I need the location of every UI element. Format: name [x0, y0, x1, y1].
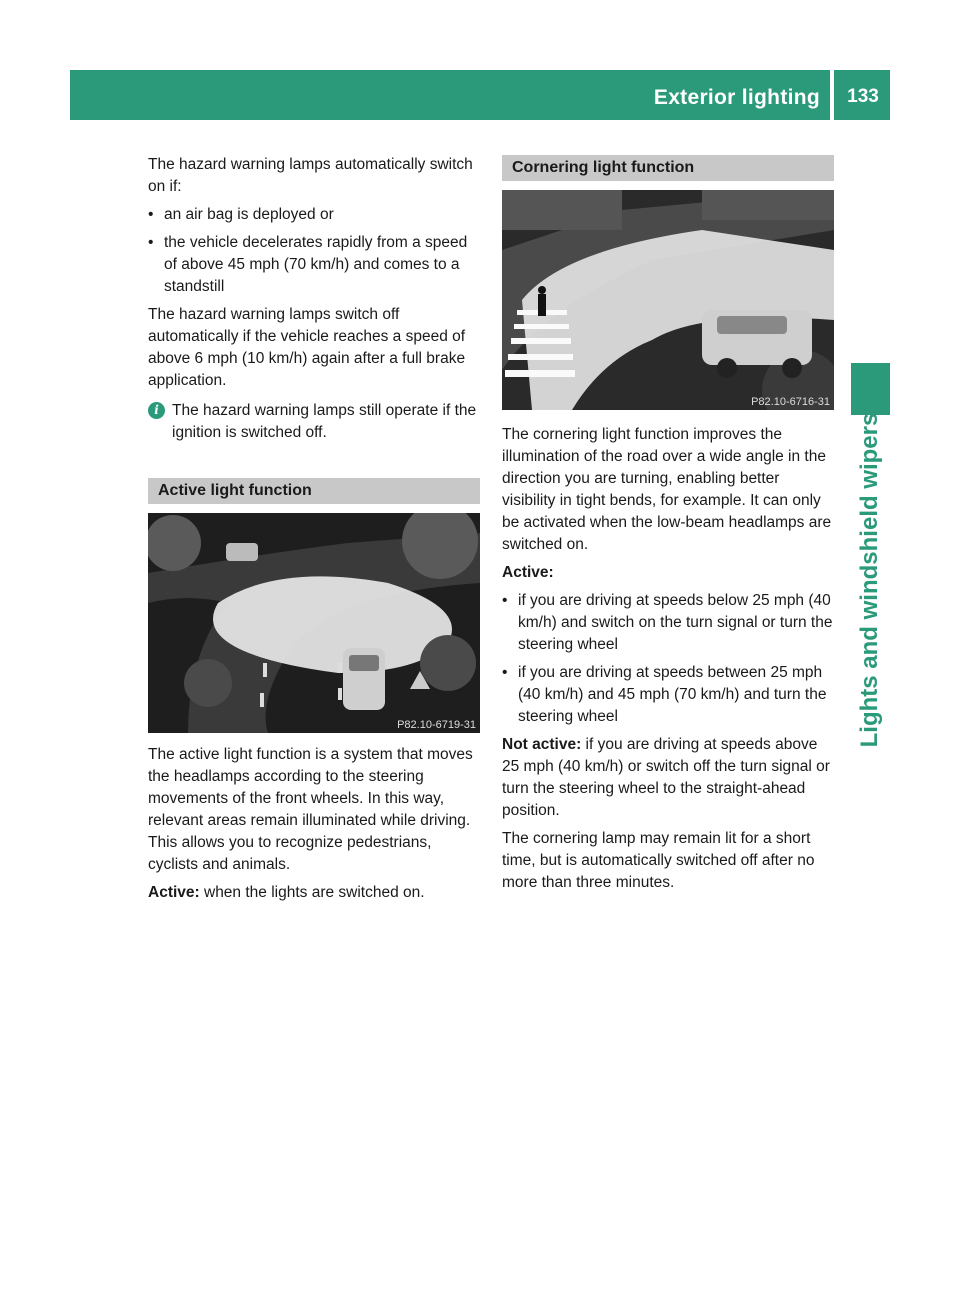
cornering-not-active [502, 734, 834, 822]
active-light-illustration [148, 513, 480, 733]
header-divider [830, 70, 834, 120]
active-text: when the lights are switched on. [199, 884, 425, 901]
bullet-icon: • [502, 664, 508, 681]
hazard-section [148, 154, 480, 444]
list-item [148, 204, 480, 226]
side-tab-label: Lights and windshield wipers [856, 412, 883, 748]
list-item [502, 590, 834, 656]
active-light-text [148, 744, 480, 910]
figure-code: P82.10-6719-31 [397, 719, 476, 731]
list-item-text: an air bag is deployed or [164, 206, 334, 223]
cornering-active-label [502, 562, 834, 584]
bullet-icon: • [148, 234, 154, 251]
active-label: Active: [502, 564, 554, 581]
list-item [502, 662, 834, 728]
section-heading-cornering-light: Cornering light function [502, 155, 834, 181]
side-tab-marker [851, 363, 890, 415]
not-active-text: if you are driving at speeds above 25 mph (40 km/h) or switch off the turn signal or turn the steering wheel to the straight-ahead position. [502, 736, 830, 819]
cornering-closing: The cornering lamp may remain lit for a short time, but is automatically switched off after no more than three minutes. [502, 830, 815, 891]
list-item-text: if you are driving at speeds below 25 mph (40 km/h) and switch on the turn signal or turn the steering wheel [518, 592, 833, 653]
cornering-light-illustration [502, 190, 834, 410]
active-label: Active: [148, 884, 200, 901]
section-heading-active-light: Active light function [148, 478, 480, 504]
active-light-description: The active light function is a system that moves the headlamps according to the steering movements of the front wheels. In this way, relevant areas remain illuminated while driving. This allows you to recognize pedestrians, cyclists and animals. [148, 746, 473, 873]
page-title: Exterior lighting [653, 86, 820, 109]
hazard-off-text: The hazard warning lamps switch off automatically if the vehicle reaches a speed of above 6 mph (10 km/h) again after a full brake application. [148, 306, 466, 389]
active-light-active [148, 882, 480, 904]
cornering-light-text [502, 424, 834, 900]
info-icon: i [148, 402, 165, 419]
figure-code: P82.10-6716-31 [751, 396, 830, 408]
cornering-description: The cornering light function improves the illumination of the road over a wide angle in the direction you are turning, enabling better visibility in tight bends, for example. It can only be activated when the low-beam headlamps are switched on. [502, 426, 832, 553]
bullet-icon: • [148, 206, 154, 223]
info-note-text: The hazard warning lamps still operate if the ignition is switched off. [172, 402, 477, 441]
page-number: 133 [847, 86, 879, 107]
hazard-intro: The hazard warning lamps automatically switch on if: [148, 156, 473, 195]
list-item [148, 232, 480, 298]
list-item-text: the vehicle decelerates rapidly from a speed of above 45 mph (70 km/h) and comes to a standstill [164, 234, 468, 295]
info-note [148, 400, 480, 444]
bullet-icon: • [502, 592, 508, 609]
not-active-label: Not active: [502, 736, 582, 753]
list-item-text: if you are driving at speeds between 25 mph (40 km/h) and 45 mph (70 km/h) and turn the steering wheel [518, 664, 827, 725]
